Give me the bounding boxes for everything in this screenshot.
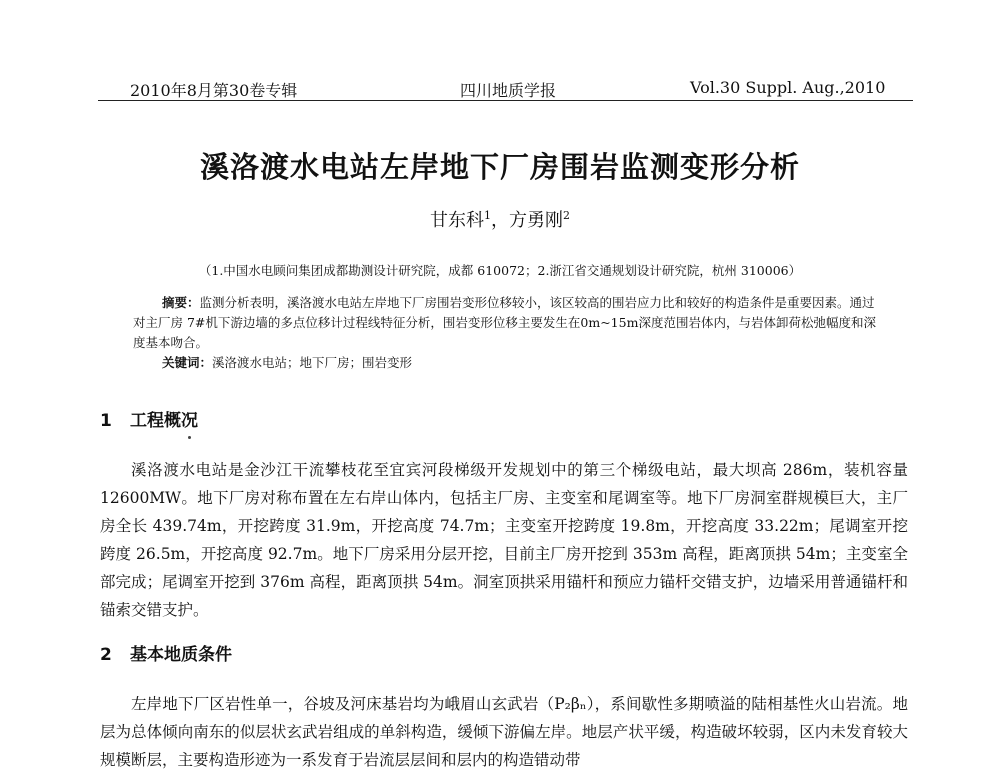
header-journal-name: 四川地质学报	[460, 81, 557, 100]
section-paragraph: 左岸地下厂区岩性单一，谷坡及河床基岩均为峨眉山玄武岩（P₂βₙ），系间歇性多期喷溢的陆相基性火山岩流。地层为总体倾向南东的似层状玄武岩组成的单斜构造，缓倾下游偏左岸。地层产状平缓，构造破坏较弱，区内未发育较大规模断层，主要构造形迹为一系发育于岩流层层间和层内的构造错动带	[100, 695, 908, 769]
abstract-label: 摘要：	[162, 295, 200, 310]
abstract-block	[133, 293, 878, 373]
author-line	[0, 206, 1000, 232]
header-volume-info: Vol.30 Suppl. Aug.,2010	[690, 78, 886, 97]
section-title: 基本地质条件	[130, 645, 232, 665]
paper-title: 溪洛渡水电站左岸地下厂房围岩监测变形分析	[199, 150, 800, 184]
keywords-line	[133, 353, 878, 373]
author-separator: ，	[491, 210, 509, 231]
author-name: 方勇刚	[509, 210, 563, 231]
abstract-paragraph	[133, 293, 878, 353]
section-title: 工程概况	[130, 411, 198, 431]
author-name: 甘东科	[430, 210, 484, 231]
keywords-text: 溪洛渡水电站；地下厂房；围岩变形	[212, 355, 413, 370]
section-heading	[100, 406, 198, 431]
header-issue-info: 2010年8月第30卷专辑	[130, 81, 298, 100]
section-heading	[100, 640, 232, 665]
author-affil-mark: 1	[484, 209, 491, 222]
section-number: 1	[100, 411, 112, 431]
keywords-label: 关键词：	[162, 355, 213, 370]
abstract-text: 监测分析表明，溪洛渡水电站左岸地下厂房围岩变形位移较小，该区较高的围岩应力比和较好的构造条件是重要因素。通过对主厂房 7#机下游边墙的多点位移计过程线特征分析，围岩变形位移主要发生在0m~15m深度范围岩体内，与岩体卸荷松弛幅度和深度基本吻合。	[133, 295, 876, 350]
scan-speck	[188, 436, 191, 439]
running-header	[98, 70, 913, 101]
affiliations: （1.中国水电顾问集团成都勘测设计研究院，成都 610072；2.浙江省交通规划设计研究院，杭州 310006）	[198, 263, 802, 278]
section-paragraph: 溪洛渡水电站是金沙江干流攀枝花至宜宾河段梯级开发规划中的第三个梯级电站，最大坝高 286m，装机容量 12600MW。地下厂房对称布置在左右岸山体内，包括主厂房、主变室和尾调室等。地下厂房洞室群规模巨大，主厂房全长 439.74m，开挖跨度 31.9m，开挖高度 74.7m；主变室开挖跨度 19.8m，开挖高度 33.22m；尾调室开挖跨度 26.5m，开挖高度 92.7m。地下厂房采用分层开挖，目前主厂房开挖到 353m 高程，距离顶拱 54m；主变室全部完成；尾调室开挖到 376m 高程，距离顶拱 54m。洞室顶拱采用锚杆和预应力锚杆交错支护，边墙采用普通锚杆和锚索交错支护。	[100, 461, 908, 619]
author-affil-mark: 2	[563, 209, 570, 222]
section-number: 2	[100, 645, 112, 665]
